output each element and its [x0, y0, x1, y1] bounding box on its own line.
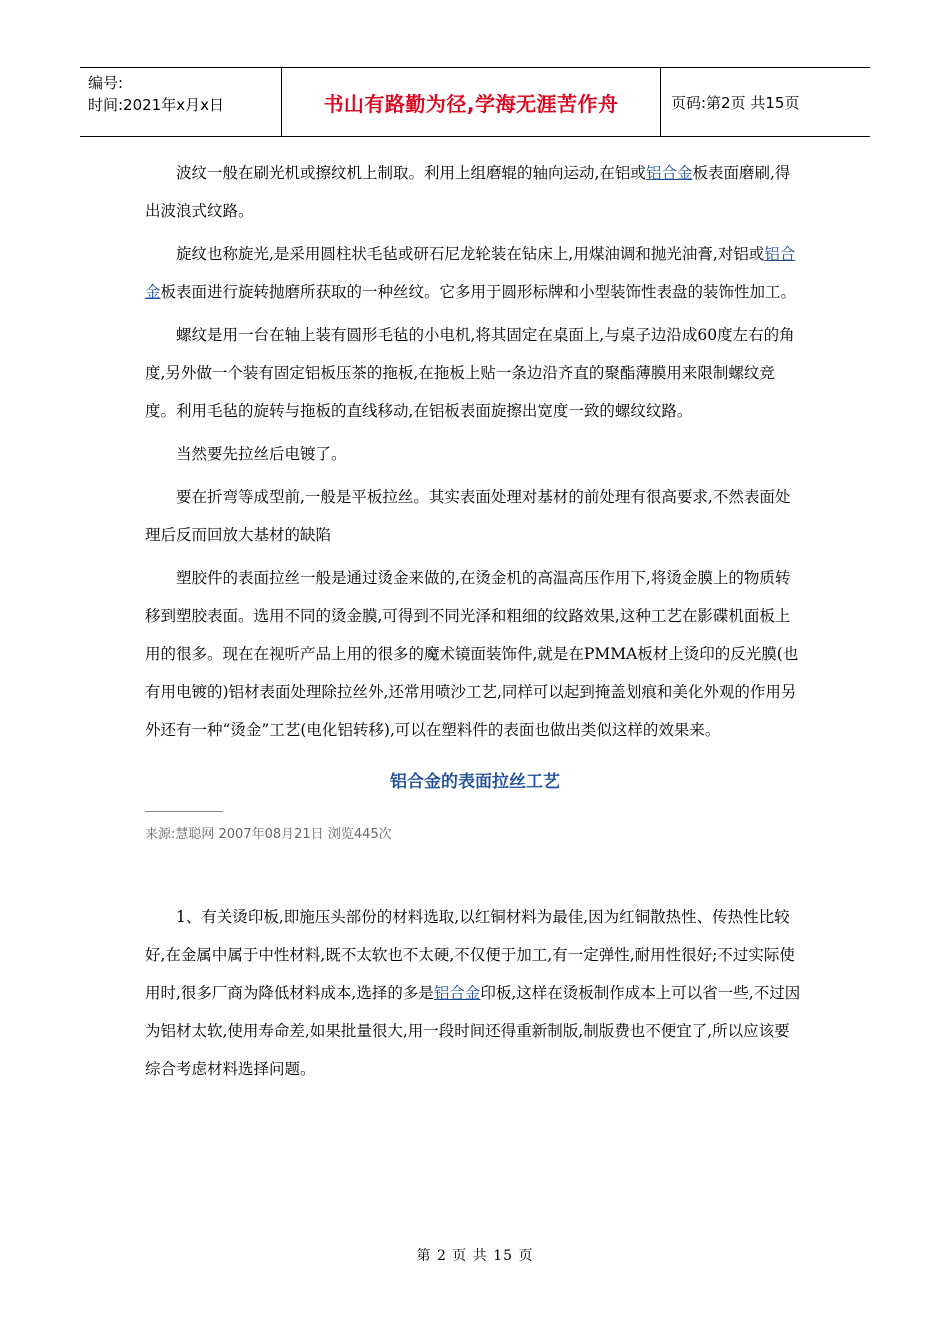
- paragraph-5: 要在折弯等成型前,一般是平板拉丝。其实表面处理对基材的前处理有很高要求,不然表面处理后反而回放大基材的缺陷: [145, 488, 791, 544]
- page-footer: 第 2 页 共 15 页: [416, 1248, 534, 1264]
- paragraph-6: 塑胶件的表面拉丝一般是通过烫金来做的,在烫金机的高温高压作用下,将烫金膜上的物质转移到塑胶表面。选用不同的烫金膜,可得到不同光泽和粗细的纹路效果,这种工艺在影碟机面板上用的很多。现在在视听产品上用的很多的魔术镜面装饰件,就是在PMMA板材上烫印的反光膜(也有用电镀的)铝材表面处理除拉丝外,还常用喷沙工艺,同样可以起到掩盖划痕和美化外观的作用另外还有一种“烫金”工艺(电化铝转移),可以在塑料件的表面也做出类似这样的效果来。: [145, 569, 799, 739]
- page-header: [80, 67, 870, 137]
- link-aluminum-alloy[interactable]: 铝合金: [145, 245, 796, 301]
- article-source: 来源:慧聪网 2007年08月21日 浏览445次: [145, 827, 392, 842]
- paragraph-1: 波纹一般在刷光机或擦纹机上制取。利用上组磨辊的轴向运动,在铝或铝合金板表面磨刷,得出波浪式纹路。: [145, 164, 791, 220]
- header-page-info: 页码:第2页 共15页: [671, 93, 800, 112]
- code-label: 编号:: [88, 74, 124, 92]
- link-aluminum-alloy[interactable]: 铝合金: [645, 164, 693, 182]
- document-body: [145, 154, 805, 1093]
- header-motto: 书山有路勤为径,学海无涯苦作舟: [282, 68, 661, 136]
- paragraph-2: 旋纹也称旋光,是采用圆柱状毛毡或研石尼龙轮装在钻床上,用煤油调和抛光油膏,对铝或铝合金板表面进行旋转抛磨所获取的一种丝纹。它多用于圆形标牌和小型装饰性表盘的装饰性加工。: [145, 245, 797, 301]
- time-label: 时间:2021年x月x日: [88, 96, 224, 114]
- paragraph-3: 螺纹是用一台在轴上装有圆形毛毡的小电机,将其固定在桌面上,与桌子边沿成60度左右的角度,另外做一个装有固定铝板压茶的拖板,在拖板上贴一条边沿齐直的聚酯薄膜用来限制螺纹竞度。利用毛毡的旋转与拖板的直线移动,在铝板表面旋擦出宽度一致的螺纹纹路。: [145, 326, 795, 420]
- title-divider: [145, 811, 223, 812]
- header-meta: [80, 68, 282, 136]
- link-aluminum-alloy[interactable]: 铝合金: [433, 984, 481, 1002]
- paragraph-4: 当然要先拉丝后电镀了。: [176, 445, 347, 463]
- article-title[interactable]: 铝合金的表面拉丝工艺: [390, 772, 560, 792]
- article-paragraph-1: 1、有关烫印板,即施压头部份的材料选取,以红铜材料为最佳,因为红铜散热性、传热性比较好,在金属中属于中性材料,既不太软也不太硬,不仅便于加工,有一定弹性,耐用性很好;不过实际使用时,很多厂商为降低材料成本,选择的多是铝合金印板,这样在烫板制作成本上可以省一些,不过因为铝材太软,使用寿命差,如果批量很大,用一段时间还得重新制版,制版费也不便宜了,所以应该要综合考虑材料选择问题。: [145, 908, 801, 1078]
